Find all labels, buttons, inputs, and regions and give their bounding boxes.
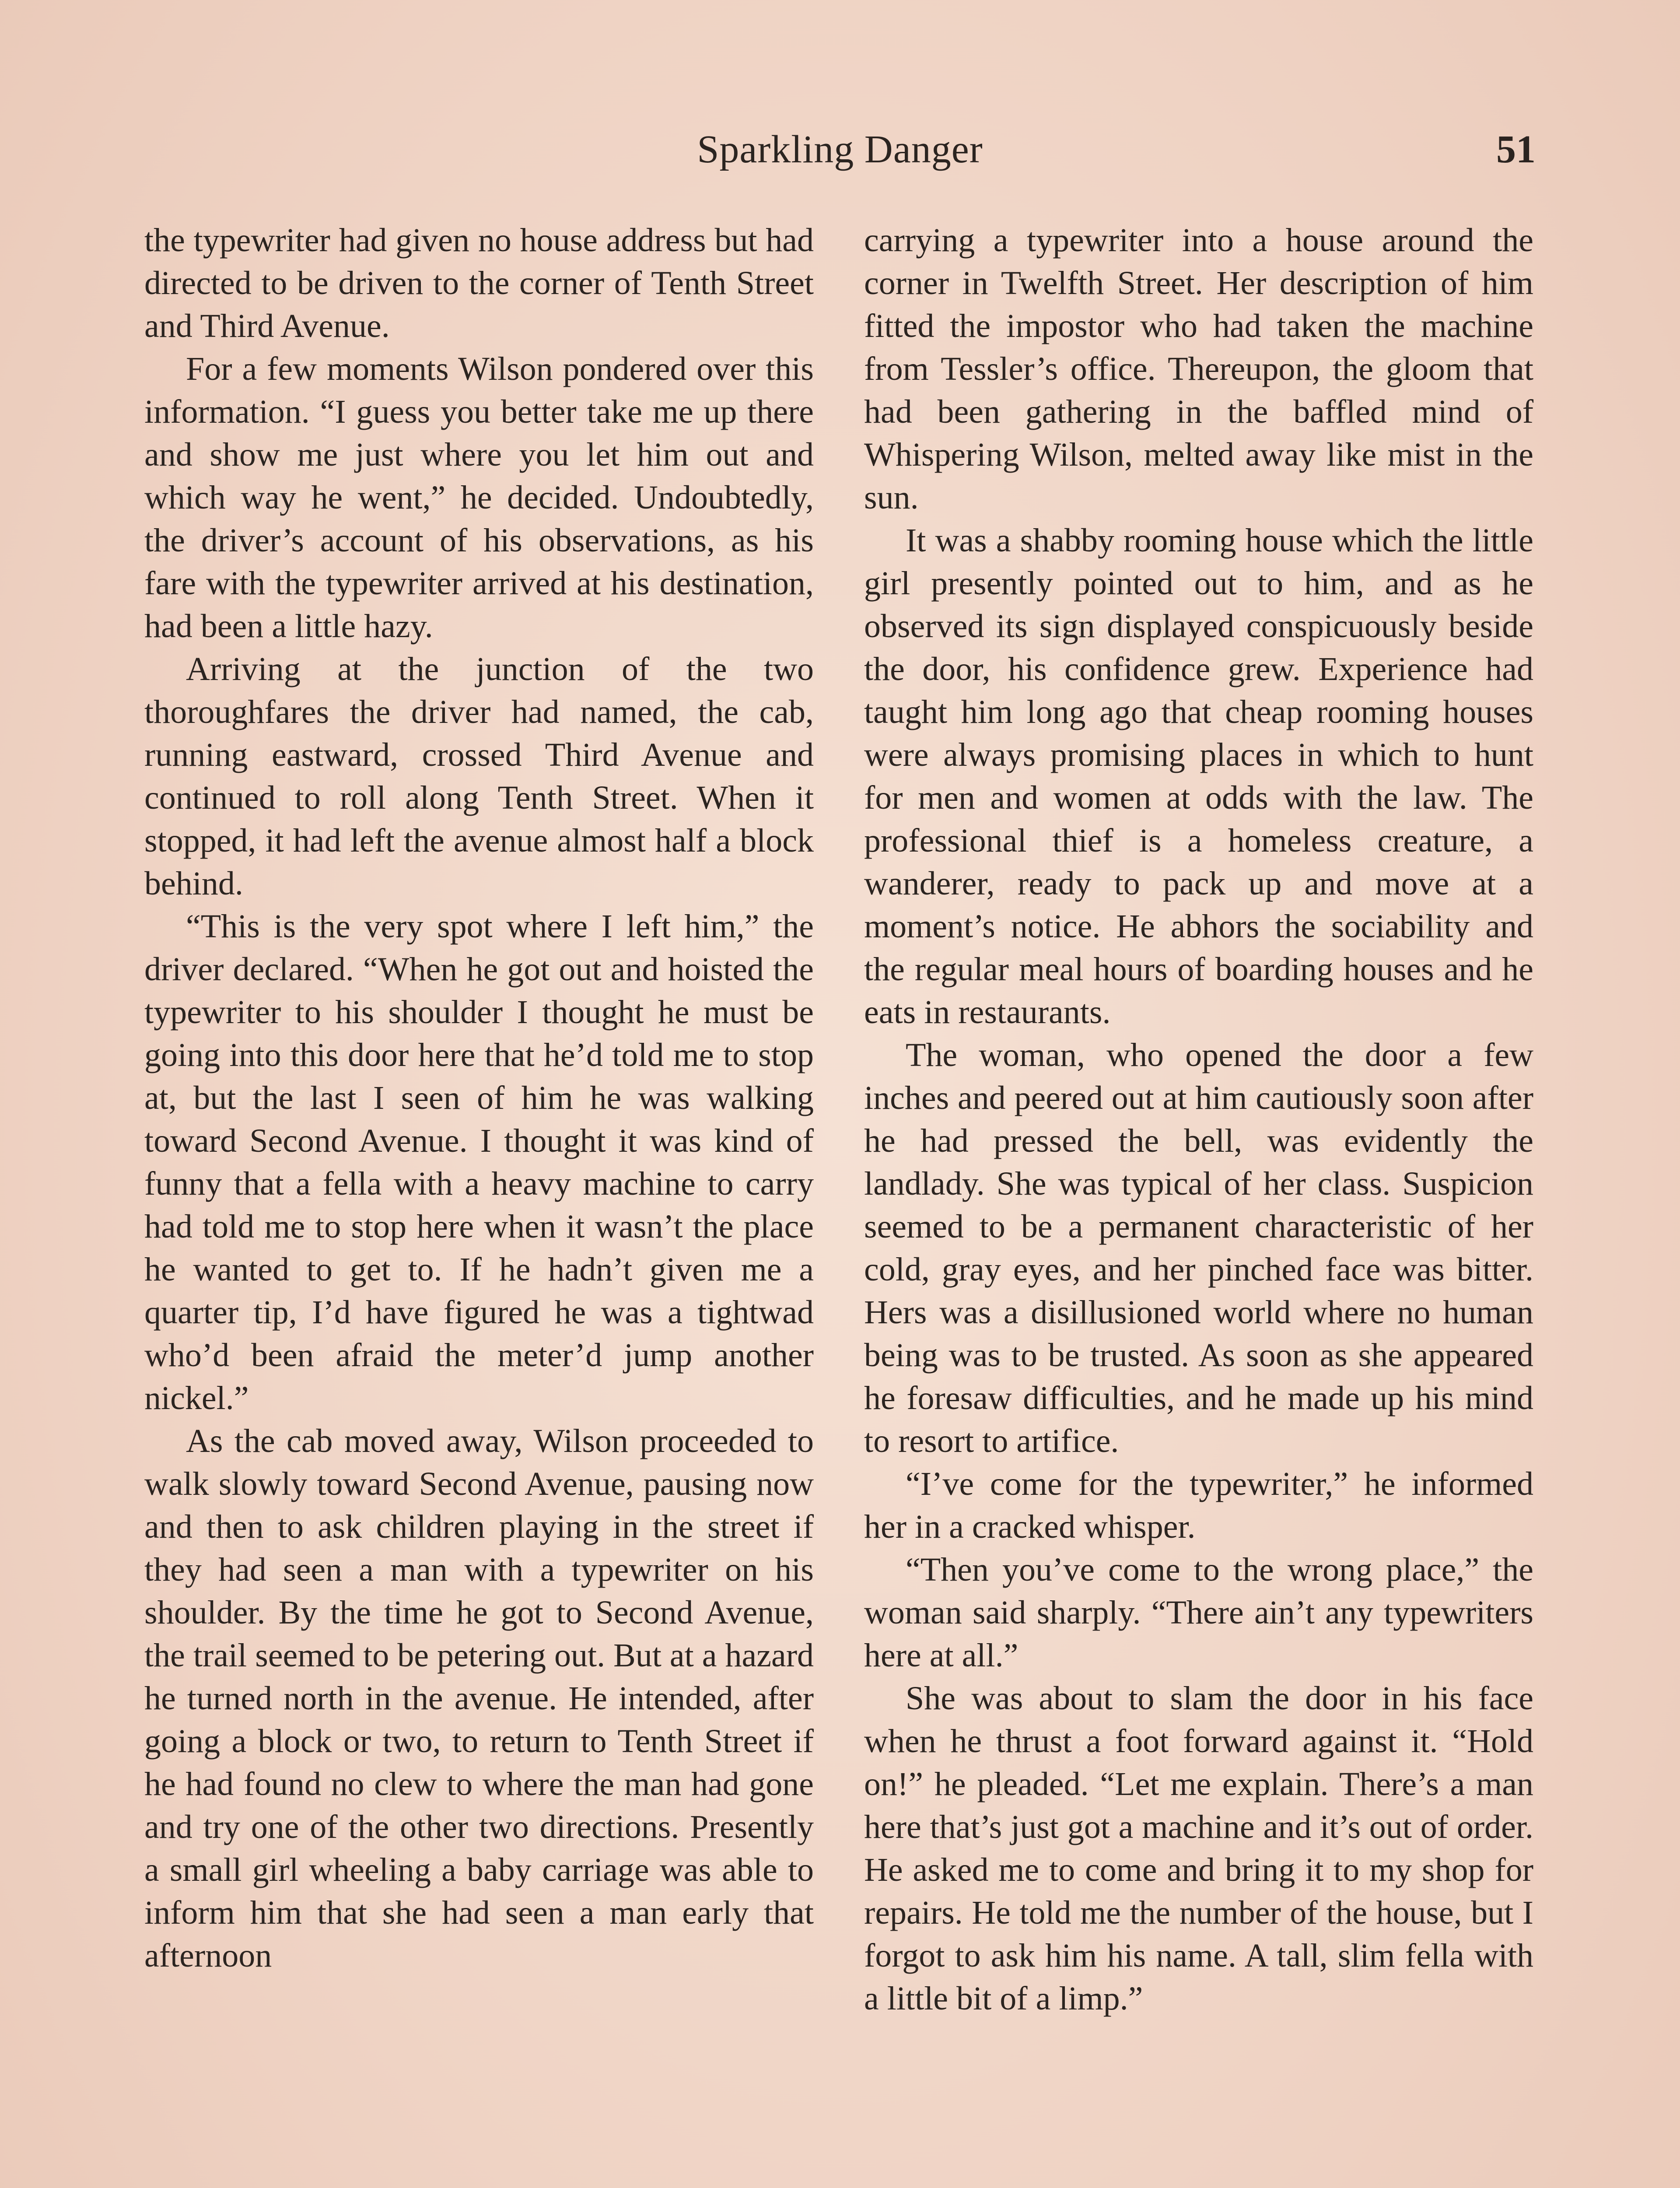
page-header: [144, 127, 1536, 193]
running-title: Sparkling Danger: [697, 128, 983, 171]
paragraph: Arriving at the junction of the two thoroughfares the driver had named, the cab, running eastward, crossed Third Avenue and continued to roll along Tenth Street. When it stopped, it had left the avenue almost half a block behind.: [144, 651, 814, 902]
page-number: 51: [1496, 128, 1536, 171]
text-column-left: [144, 219, 814, 1977]
paragraph: “Then you’ve come to the wrong place,” the woman said sharply. “There ain’t any typewriters here at all.”: [864, 1551, 1533, 1674]
paragraph: For a few moments Wilson pondered over this information. “I guess you better take me up there and show me just where you let him out and which way he went,” he decided. Undoubtedly, the driver’s account of his observations, as his fare with the typewriter arrived at his destination, had been a little hazy.: [144, 351, 814, 645]
paragraph: She was about to slam the door in his face when he thrust a foot forward against it. “Hold on!” he pleaded. “Let me explain. There’s a man here that’s just got a machine and it’s out of order. He asked me to come and bring it to my shop for repairs. He told me the number of the house, but I forgot to ask him his name. A tall, slim fella with a little bit of a limp.”: [864, 1680, 1533, 2017]
paragraph: It was a shabby rooming house which the little girl presently pointed out to him, and as he observed its sign displayed conspicuously beside the door, his confidence grew. Experience had taught him long ago that cheap rooming houses were always promising places in which to hunt for men and women at odds with the law. The professional thief is a homeless creature, a wanderer, ready to pack up and move at a moment’s notice. He abhors the sociability and the regular meal hours of boarding houses and he eats in restaurants.: [864, 522, 1533, 1031]
paragraph: “I’ve come for the typewriter,” he informed her in a cracked whisper.: [864, 1466, 1533, 1545]
paragraph: As the cab moved away, Wilson proceeded to walk slowly toward Second Avenue, pausing now and then to ask children playing in the street if they had seen a man with a typewriter on his shoulder. By the time he got to Second Avenue, the trail seemed to be petering out. But at a hazard he turned north in the avenue. He intended, after going a block or two, to return to Tenth Street if he had found no clew to where the man had gone and try one of the other two directions. Presently a small girl wheeling a baby carriage was able to inform him that she had seen a man early that afternoon: [144, 1423, 814, 1974]
paragraph: the typewriter had given no house address but had directed to be driven to the corner of Tenth Street and Third Avenue.: [144, 222, 814, 344]
paragraph: carrying a typewriter into a house around the corner in Twelfth Street. Her description of him fitted the impostor who had taken the machine from Tessler’s office. Thereupon, the gloom that had been gathering in the baffled mind of Whispering Wilson, melted away like mist in the sun.: [864, 222, 1533, 516]
paragraph: The woman, who opened the door a few inches and peered out at him cautiously soon after he had pressed the bell, was evidently the landlady. She was typical of her class. Suspicion seemed to be a permanent characteristic of her cold, gray eyes, and her pinched face was bitter. Hers was a disillusioned world where no human being was to be trusted. As soon as she appeared he foresaw difficulties, and he made up his mind to resort to artifice.: [864, 1037, 1533, 1459]
text-column-right: [864, 219, 1533, 2020]
paragraph: “This is the very spot where I left him,” the driver declared. “When he got out and hoisted the typewriter to his shoulder I thought he must be going into this door here that he’d told me to stop at, but the last I seen of him he was walking toward Second Avenue. I thought it was kind of funny that a fella with a heavy machine to carry had told me to stop here when it wasn’t the place he wanted to get to. If he hadn’t given me a quarter tip, I’d have figured he was a tightwad who’d been afraid the meter’d jump another nickel.”: [144, 908, 814, 1417]
